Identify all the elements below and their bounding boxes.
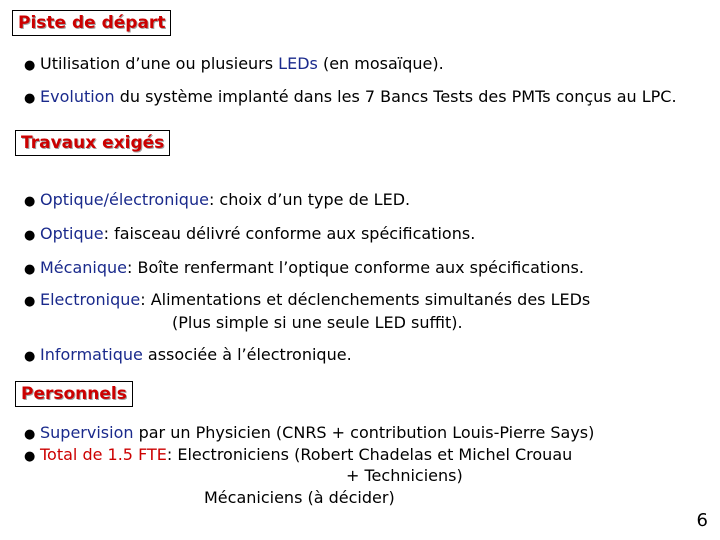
- page-number: 6: [696, 510, 708, 531]
- bullet-icon: ●: [24, 449, 36, 464]
- list-item-continuation: + Techniciens): [346, 466, 463, 485]
- bullet-icon: ●: [24, 349, 36, 364]
- list-item: ● Optique/électronique: choix d’un type de LED.: [24, 190, 410, 212]
- bullet-icon: ●: [24, 262, 36, 277]
- list-item: ● Evolution du système implanté dans les 7 Bancs Tests des PMTs conçus au LPC.: [24, 87, 677, 109]
- list-item-continuation: Mécaniciens (à décider): [204, 488, 395, 507]
- list-item: ● Electronique: Alimentations et déclenchements simultanés des LEDs: [24, 290, 590, 312]
- section-title-personnels: Personnels: [15, 381, 133, 407]
- bullet-icon: ●: [24, 194, 36, 209]
- bullet-icon: ●: [24, 427, 36, 442]
- list-item: ● Mécanique: Boîte renfermant l’optique conforme aux spécifications.: [24, 258, 584, 280]
- list-item: ● Optique: faisceau délivré conforme aux spécifications.: [24, 224, 475, 246]
- list-item: ● Total de 1.5 FTE: Electroniciens (Robert Chadelas et Michel Crouau: [24, 445, 572, 467]
- section-title-piste: Piste de départ: [12, 10, 171, 36]
- bullet-icon: ●: [24, 228, 36, 243]
- list-item: ● Utilisation d’une ou plusieurs LEDs (en mosaïque).: [24, 54, 444, 76]
- list-item: ● Informatique associée à l’électronique.: [24, 345, 352, 367]
- bullet-icon: ●: [24, 294, 36, 309]
- bullet-icon: ●: [24, 91, 36, 106]
- list-item-continuation: (Plus simple si une seule LED suffit).: [172, 313, 463, 332]
- list-item: ● Supervision par un Physicien (CNRS + contribution Louis-Pierre Says): [24, 423, 594, 445]
- bullet-icon: ●: [24, 58, 36, 73]
- section-title-travaux: Travaux exigés: [15, 130, 170, 156]
